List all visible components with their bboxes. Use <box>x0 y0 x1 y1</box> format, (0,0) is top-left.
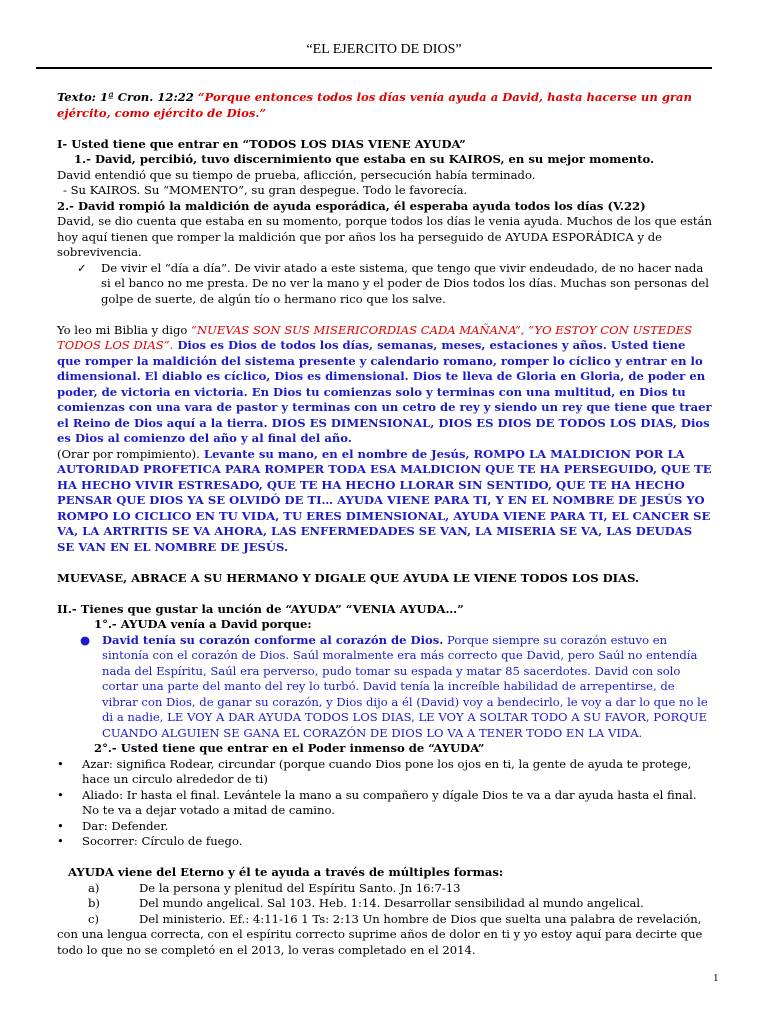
document-title: “EL EJERCITO DE DIOS” <box>306 42 462 57</box>
texto-quote: “Porque entonces todos los días venía ayuda a David, hasta hacerse un gran ejército, como ejército de Dios.” <box>57 90 692 120</box>
blue-bullet-text <box>102 633 713 742</box>
muevase-line: MUEVASE, ABRACE A SU HERMANO Y DIGALE QUE AYUDA LE VIENE TODOS LOS DIAS. <box>57 570 640 585</box>
blue-bullet-body: Porque siempre su corazón estuvo en sintonía con el corazón de Dios. Saúl moralmente era más correcto que David, pero Saúl no entendía nada del Espíritu, Saúl era perverso, pudo tomar su espada y matar 85 sacerdotes. David con solo cortar una parte del manto del rey lo turbó. David tenía la increíble habilidad de arrepentirse, de vibrar con Dios, de ganar su corazón, y Dios dijo a él (David) voy a bendecirlo, le voy a dar lo que no le di a nadie, LE VOY A DAR AYUDA TODOS LOS DIAS, LE VOY A SOLTAR TODO A SU FAVOR, PORQUE CUANDO ALGUIEN SE GANA EL CORAZÓN DE DIOS LO VA A TENER TODO EN LA VIDA. <box>102 632 708 740</box>
section2-heading: II.- Tienes que gustar la unción de “AYUDA” “VENIA AYUDA…” <box>57 601 464 616</box>
document-body <box>57 90 713 958</box>
list-text: Del mundo angelical. Sal 103. Heb. 1:14. Desarrollar sensibilidad al mundo angelical. <box>139 896 644 910</box>
biblia-blue-text: Dios es Dios de todos los días, semanas, meses, estaciones y años. Usted tiene que romper la maldición del sistema presente y calendario romano, romper lo cíclico y entrar en lo dimensional. El diablo es cíclico, Dios es dimensional. Dios te lleva de Gloria en Gloria, de poder en poder, de victoria en victoria. En Dios tu comienzas solo y terminas con una multitud, en Dios tu comienzas con una vara de pastor y terminas con un cetro de rey y siendo un rey que tiene que traer el Reino de Dios aquí a la tierra. DIOS ES DIMENSIONAL, DIOS ES DIOS DE TODOS LOS DIAS, Dios es Dios al comienzo del año y al final del año. <box>57 338 712 445</box>
blue-bullet-bold: David tenía su corazón conforme al corazón de Dios. <box>102 632 444 647</box>
point2-heading: 2.- David rompió la maldición de ayuda esporádica, él esperaba ayuda todos los días (V.22) <box>57 198 646 213</box>
sub1-heading: 1°.- AYUDA venía a David porque: <box>94 617 312 631</box>
bullet-text: Aliado: Ir hasta el final. Levántele la mano a su compañero y dígale Dios te va a dar ayuda hasta el final. No te va a dejar votado a mitad de camino. <box>82 787 697 817</box>
biblia-lead: Yo leo mi Biblia y digo <box>57 322 192 337</box>
list-item <box>57 896 713 912</box>
bullet-icon: • <box>57 834 64 848</box>
bullet-icon: • <box>57 787 64 802</box>
bullet-text: Azar: significa Rodear, circundar (porque cuando Dios pone los ojos en ti, la gente de ayuda te protege, hace un circulo alrededor de ti) <box>82 756 692 786</box>
bullet-icon: ● <box>80 632 91 647</box>
blue-bullet <box>80 633 713 742</box>
list-item <box>57 819 713 835</box>
bullet-icon: • <box>57 756 64 771</box>
sub2-heading: 2°.- Usted tiene que entrar en el Poder inmenso de “AYUDA” <box>94 741 485 755</box>
list-item <box>57 834 713 850</box>
point1-heading: 1.- David, percibió, tuvo discernimiento que estaba en su KAIROS, en su mejor momento. <box>74 152 655 166</box>
texto-label: Texto: 1ª Cron. 12:22 <box>57 90 194 104</box>
title-rule <box>36 67 712 69</box>
point2-text: David, se dio cuenta que estaba en su momento, porque todos los días le venia ayuda. Muchos de los que están hoy aquí tienen que romper la maldición que por años los ha perseguido de AYUDA ESPORÁDICA y de sobrevivencia. <box>57 214 712 259</box>
check-item-text: De vivir el “día a día”. De vivir atado a este sistema, que tengo que vivir endeudado, de no hacer nada si el banco no me presta. De no ver la mano y el poder de Dios todos los días. Muchas son personas del golpe de suerte, de algún tío o hermano rico que los salve. <box>101 260 709 306</box>
orar-blue-text: Levante su mano, en el nombre de Jesús, ROMPO LA MALDICION POR LA AUTORIDAD PROFETICA PARA ROMPER TODA ESA MALDICION QUE TE HA PERSEGUIDO, QUE TE HA HECHO VIVIR ESTRESADO, QUE TE HA HECHO LLORAR SIN SENTIDO, QUE TE HA HECHO PENSAR QUE DIOS YA SE OLVIDÓ DE TI… AYUDA VIENE PARA TI, Y EN EL NOMBRE DE JESÚS YO ROMPO LO CICLICO EN TU VIDA, TU ERES DIMENSIONAL, AYUDA VIENE PARA TI, EL CANCER SE VA, LA ARTRITIS SE VA AHORA, LAS ENFERMEDADES SE VAN, LA MISERIA SE VA, LAS DEUDAS SE VAN EN EL NOMBRE DE JESÚS. <box>57 446 712 554</box>
bullet-text: Socorrer: Círculo de fuego. <box>82 834 243 848</box>
section1-heading: I- Usted tiene que entrar en “TODOS LOS DIAS VIENE AYUDA” <box>57 136 466 151</box>
ayuda-heading: AYUDA viene del Eterno y él te ayuda a través de múltiples formas: <box>68 865 504 879</box>
list-item <box>57 788 713 819</box>
bullet-icon: • <box>57 818 64 833</box>
list-item <box>57 757 713 788</box>
list-item-c <box>57 912 713 959</box>
point1-line: David entendió que su tiempo de prueba, aflicción, persecución había terminado. <box>57 167 536 182</box>
list-label: a) <box>88 880 100 895</box>
list-text: De la persona y plenitud del Espíritu Santo. Jn 16:7-13 <box>139 880 461 895</box>
texto-line <box>57 90 713 121</box>
list-item <box>57 881 713 897</box>
check-item <box>77 261 713 308</box>
list-label: c) <box>88 911 100 926</box>
orar-label: (Orar por rompimiento). <box>57 446 200 461</box>
point1-dash: - Su KAIROS. Su “MOMENTO”, su gran despegue. Todo le favorecía. <box>63 183 468 197</box>
checkmark-icon: ✓ <box>77 260 87 275</box>
bullet-text: Dar: Defender. <box>82 818 169 833</box>
biblia-quote: “NUEVAS SON SUS MISERICORDIAS CADA MAÑANA”, “YO ESTOY CON USTEDES TODOS LOS DIAS”. <box>57 322 693 352</box>
list-text: Del ministerio. Ef.: 4:11-16 1 Ts: 2:13 Un hombre de Dios que suelta una palabra de revelación, con una lengua correcta, con el espíritu correcto suprime años de dolor en ti y yo estoy aquí para decirte que todo lo que no se completó en el 2013, lo veras completado en el 2014. <box>57 911 703 957</box>
orar-paragraph <box>57 447 713 556</box>
list-label: b) <box>88 896 100 910</box>
biblia-paragraph <box>57 323 713 447</box>
page-number: 1 <box>713 972 719 984</box>
